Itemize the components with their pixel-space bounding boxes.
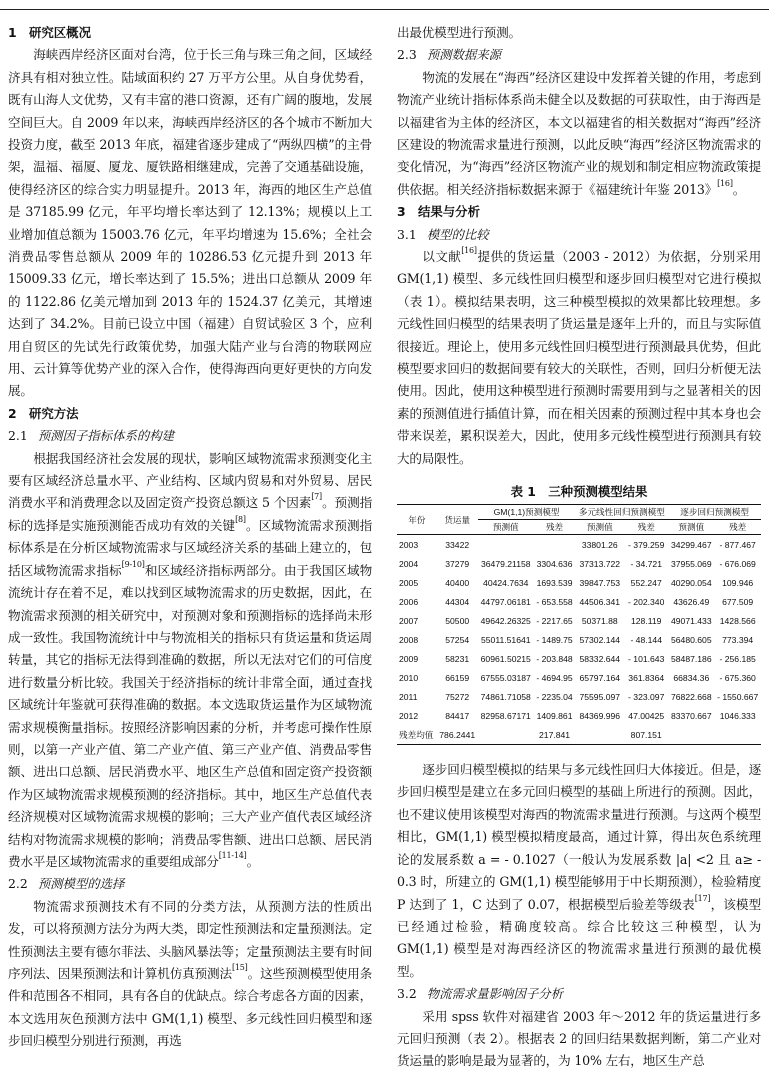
subsection-number: 3.2 [397, 986, 417, 1002]
table-cell: - 1489.75 [536, 634, 573, 645]
header-predicted: 预测值 [668, 520, 714, 535]
table-cell: 677.509 [722, 596, 754, 607]
table-row [397, 611, 761, 630]
text-run: 和区域经济指标两部分。由于我国区域物流统计存在着不足，难以找到区域物流需求的历史数据，因此，在物流需求预测的相关研究中，对预测对象和预测指标的选择尚未形成一致性。我国物流统计中与物流相关的指标只有货运量和货运周转量，其它的指标无法得到准确的数据，所以无法对它们的可信度进行数量分析比较。我国关于经济指标的统计非常全面，通过查找区域统计年鉴就可获得准确的数据。本文选取货运量作为区域物流需求规模衡量指标。按照经济影响因素的分析，并考虑可操作性原则，以第一产业产值、第二产业产值、第三产业产值、消费品零售额、进出口总额、居民消费水平、地区生产总值和固定资产投资额作为区域物流需求规模预测的经济指标。其中，地区生产总值代表经济规模对区域物流需求规模的影响；三大产业产值代表区域经济结构对物流需求规模的影响；消费品零售额、进出口总额、居民消费水平是区域物流需求的重要组成部分 [8, 562, 373, 869]
subsection-title: 物流需求量影响因子分析 [426, 986, 564, 1002]
table-row [397, 706, 761, 725]
table-cell: 552.247 [630, 577, 662, 588]
table-cell: 2012 [399, 710, 419, 721]
table-cell: 40290.054 [670, 577, 712, 588]
table-cell: - 202.340 [628, 596, 665, 607]
text-run: 根据我国经济社会发展的现状，影响区域物流需求预测变化主要有区域经济总量水平、产业结构、区域内贸易和对外贸易、居民消费水平和消费理念以及固定资产投资总额这 5 个因素 [8, 450, 372, 511]
table-cell: 44304 [445, 596, 470, 607]
section-heading-2: 2 研究方法 [8, 405, 79, 421]
table-cell: - 323.097 [628, 691, 665, 702]
subsection-title: 预测模型的选择 [37, 876, 125, 892]
table-cell: 2003 [399, 539, 419, 550]
table-cell: 49642.26325 [480, 615, 531, 626]
subsection-heading-2-1 [8, 425, 372, 447]
citation: [7] [311, 492, 322, 502]
paragraph-model-comparison [397, 246, 761, 470]
page-header-rule [0, 0, 769, 10]
table-cell: 2009 [399, 653, 419, 664]
table-cell: - 675.360 [719, 672, 756, 683]
paragraph-model-selection [8, 896, 372, 1053]
subsection-heading-3-1 [397, 224, 761, 246]
table-cell [478, 725, 534, 745]
header-gm-model: GM(1,1)预测模型 [478, 505, 576, 520]
table-cell: 58487.186 [670, 653, 712, 664]
table-row [397, 592, 761, 611]
table-cell [534, 535, 576, 555]
header-year: 年份 [397, 505, 437, 535]
table-cell: 76822.668 [670, 691, 712, 702]
header-freight: 货运量 [437, 505, 478, 535]
table-cell: 74861.71058 [480, 691, 531, 702]
text-run: 。 [246, 853, 260, 869]
table-cell: - 203.848 [536, 653, 573, 664]
right-column [397, 22, 761, 1073]
table-cell: 44506.341 [579, 596, 621, 607]
text-run: 。这些预测模型使用条件和范围各不相同，具有各自的优缺点。综合考虑各方面的因素，本文选用灰色预测方法中 GM(1,1) 模型、多元线性回归模型和逐步回归模型分别进行预测，再选 [8, 966, 372, 1049]
subsection-number: 2.1 [8, 428, 28, 444]
table-cell [714, 725, 761, 745]
table-cell: 50500 [445, 615, 470, 626]
table-cell: 47.00425 [628, 710, 665, 721]
table-cell: 40424.7634 [483, 577, 529, 588]
header-residual: 残差 [624, 520, 668, 535]
text-run: 。预测指标的选择是实施预测能否成功有效的关键 [8, 495, 373, 533]
table-cell: 58332.644 [579, 653, 621, 664]
text-run: 以文献 [422, 249, 462, 265]
table-cell: - 4694.95 [536, 672, 573, 683]
table-cell: 56480.605 [670, 634, 712, 645]
table-cell: 84369.996 [579, 710, 621, 721]
table-cell [575, 725, 624, 745]
citation: [9-10] [121, 559, 145, 569]
table-cell: 37313.722 [579, 558, 621, 569]
subsection-number: 3.1 [397, 226, 417, 242]
table-cell: 33801.26 [581, 539, 618, 550]
text-run: 。区域物流需求预测指标体系是在分析区域物流需求与区域经济关系的基础上建立的，包括区域物流需求指标 [8, 517, 372, 578]
table-cell: - 653.558 [536, 596, 573, 607]
table-cell: - 34.721 [630, 558, 662, 569]
table-cell: 1428.566 [719, 615, 756, 626]
header-predicted: 预测值 [478, 520, 534, 535]
paragraph-data-source [397, 67, 761, 201]
table-cell: 2004 [399, 558, 419, 569]
table-cell: 75595.097 [579, 691, 621, 702]
text-run: 物流需求预测技术有不同的分类方法，从预测方法的性质出发，可以将预测方法分为两大类，即定性预测法和定量预测法。定性预测法主要有德尔菲法、头脑风暴法等；定量预测法主要有时间序列法、因果预测法和计算机仿真预测法 [8, 898, 372, 981]
table-cell: 82958.67171 [480, 710, 531, 721]
table-cell: 84417 [445, 710, 470, 721]
subsection-heading-2-3 [397, 44, 761, 66]
text-run: 物流的发展在“海西”经济区建设中发挥着关键的作用，考虑到物流产业统计指标体系尚未健全以及数据的可获取性，由于海西是以福建省为主体的经济区，本文以福建省的相关数据对“海西”经济区建设的物流需求量进行预测，以此反映“海西”经济区物流需求的变化情况，为“海西”经济区物流产业的规划和制定相应物流政策提供依据。相关经济指标数据来源于《福建统计年鉴 2013》 [397, 69, 761, 197]
table-row [397, 668, 761, 687]
paragraph-factor-analysis: 采用 spss 软件对福建省 2003 年～2012 年的货运量进行多元回归预测（表 2）。根据表 2 的回归结果数据判断，第二产业对货运量的影响是最为显著的，为 10% 左右，地区生产总 [397, 1008, 761, 1069]
table-cell: 1046.333 [719, 710, 756, 721]
table-row [397, 535, 761, 555]
citation: [16] [717, 178, 733, 188]
table-cell: 43626.49 [673, 596, 710, 607]
subsection-heading-2-2 [8, 873, 372, 895]
left-column [8, 22, 372, 1053]
header-residual: 残差 [534, 520, 576, 535]
citation: [8] [235, 514, 246, 524]
table-cell: - 101.643 [628, 653, 665, 664]
table-cell: - 676.069 [719, 558, 756, 569]
section-heading-3: 3 结果与分析 [397, 204, 480, 220]
table-cell: 50371.88 [581, 615, 618, 626]
table-cell: 2011 [399, 691, 418, 702]
table-cell: 36479.21158 [480, 558, 531, 569]
table-cell: - 256.185 [719, 653, 756, 664]
citation: [16] [461, 246, 477, 256]
table-cell: 67555.03187 [480, 672, 531, 683]
table-cell: 773.394 [722, 634, 754, 645]
table-cell: 109.946 [722, 577, 754, 588]
table-cell: 40400 [445, 577, 470, 588]
table-cell: 807.151 [624, 725, 668, 745]
table-cell: 57302.144 [579, 634, 621, 645]
table-cell: - 2235.04 [536, 691, 573, 702]
citation: [15] [231, 963, 248, 972]
header-predicted: 预测值 [575, 520, 624, 535]
table-row [397, 725, 761, 745]
subsection-title: 模型的比较 [426, 226, 489, 242]
table-cell: 57254 [445, 634, 470, 645]
table-cell: 75272 [445, 691, 470, 702]
paragraph-continued: 出最优模型进行预测。 [397, 25, 521, 40]
table-cell: 34299.467 [670, 539, 712, 550]
table-cell: 2010 [399, 672, 419, 683]
table-cell [668, 725, 714, 745]
header-stepwise-model: 逐步回归预测模型 [668, 505, 761, 520]
paragraph-stepwise-analysis [397, 759, 761, 983]
subsection-title: 预测数据来源 [426, 47, 502, 63]
table-cell: - 2217.65 [536, 615, 573, 626]
table-cell: - 877.467 [719, 539, 756, 550]
table-cell: 1693.539 [536, 577, 573, 588]
table-row [397, 630, 761, 649]
table-cell: - 48.144 [630, 634, 662, 645]
subsection-number: 2.3 [397, 47, 417, 63]
results-table [397, 504, 761, 745]
table-cell: 128.119 [631, 615, 662, 626]
table-cell: 55011.51641 [480, 634, 531, 645]
table-cell: 2007 [399, 615, 419, 626]
table-cell [478, 535, 534, 555]
table-cell: 217.841 [534, 725, 576, 745]
table-cell: 2008 [399, 634, 419, 645]
table-cell: 33422 [445, 539, 470, 550]
table-row [397, 554, 761, 573]
table-cell: 3304.636 [536, 558, 573, 569]
citation: [11-14] [218, 850, 247, 860]
text-run: 提供的货运量（2003 - 2012）为依据，分别采用 GM(1,1) 模型、多元线性回归模型和逐步回归模型对它进行模拟（表 1）。模拟结果表明，这三种模型模拟的效果都比较理想。多元线性回归模型的结果表明了货运量是逐年上升的，而且与实际值很接近。理论上，使用多元线性回归模型进行预测最具优势，但此模型要求回归的数据间要有较大的关联性，否则，回归分析便无法使用。因此，使用这种模型进行预测时需要用到与之显著相关的因素的预测值进行插值计算，而在相关因素的预测过程中其本身也会带来误差，累积误差大，因此，使用多元线性模型进行预测具有较大的局限性。 [397, 249, 761, 466]
header-residual: 残差 [714, 520, 761, 535]
paragraph-study-area: 海峡西岸经济区面对台湾，位于长三角与珠三角之间，区域经济具有相对独立性。陆域面积约 27 万平方公里。从自身优势看，既有山海人文优势，又有丰富的港口资源，还有广阔的腹地，发展空间巨大。自 2009 年以来，海峡西岸经济区的各个城市不断加大投资力度，截至 2013 年底，福建省逐步建成了“两纵四横”的主骨架，温福、福厦、厦龙、厦铁路相继建成，完善了交通基础设施，使得经济区的综合实力明显提升。2013 年，海西的地区生产总值是 37185.99 亿元，年平均增长率达到了 12.13%；规模以上工业增加值总额为 15003.76 亿元，年平均增速为 15.6%；全社会消费品零售总额从 2009 年的 10286.53 亿元提升到 2013 年 15009.33 亿元，增长率达到了 15.5%；进出口总额从 2009 年的 1122.86 亿美元增加到 2013 年的 1524.37 亿美元，其增速达到了 34.2%。目前已设立中国（福建）自贸试验区 3 个，应利用自贸区的先试先行政策优势，加强大陆产业与台湾的物联网应用、云计算等优势产业的深入合作，使得海西向更好更快的方向发展。 [8, 47, 372, 399]
subsection-number: 2.2 [8, 876, 28, 892]
section-heading-1: 1 研究区概况 [8, 25, 91, 40]
table-cell: 66834.36 [673, 672, 710, 683]
header-mlr-model: 多元线性回归预测模型 [575, 505, 668, 520]
citation: [17] [694, 893, 711, 903]
table-cell: 2006 [399, 596, 419, 607]
table-row [397, 573, 761, 592]
table-cell: 66159 [445, 672, 470, 683]
table-cell: 65797.164 [579, 672, 621, 683]
table-cell: 44797.06181 [480, 596, 531, 607]
table-cell: 361.8364 [628, 672, 665, 683]
table-row [397, 687, 761, 706]
table-cell: 残差均值 [397, 725, 437, 745]
table-cell: 786.2441 [437, 725, 478, 745]
table-cell: 49071.433 [670, 615, 712, 626]
table-cell: 39847.753 [579, 577, 621, 588]
subsection-title: 预测因子指标体系的构建 [37, 428, 175, 444]
table-row [397, 649, 761, 668]
table-cell: 37279 [445, 558, 470, 569]
table-cell: - 379.259 [628, 539, 665, 550]
table-title: 表 1 三种预测模型结果 [510, 484, 648, 500]
table-cell: 83370.667 [670, 710, 712, 721]
table-cell: 58231 [445, 653, 470, 664]
text-run: ，该模型已经通过检验，精确度较高。综合比较这三种模型，认为 GM(1,1) 模型是对海西经济区的物流需求量进行预测的最优模型。 [397, 896, 761, 979]
text-run: 逐步回归模型模拟的结果与多元线性回归大体接近。但是，逐步回归模型是建立在多元回归模型的基础上所进行的预测。因此，也不建议使用该模型对海西的物流需求量进行预测。与这两个模型相比，GM(1,1) 模型模拟精度最高，通过计算，得出灰色系统理论的发展系数 a = - 0.1027（一般认为发展系数 |a| <2 且 a≥ - 0.3 时，所建立的 GM(1,1) 模型能够用于中长期预测），检验精度 P 达到了 1，C 达到了 0.07，根据模型后验差等级表 [397, 762, 761, 912]
table-cell: 2005 [399, 577, 419, 588]
paragraph-indicator-system [8, 448, 372, 874]
table-cell: 1409.861 [536, 710, 573, 721]
text-run: 。 [732, 181, 746, 197]
table-1 [397, 480, 761, 745]
table-cell: 60961.50215 [480, 653, 531, 664]
table-cell: 37955.069 [670, 558, 712, 569]
table-cell: - 1550.667 [717, 691, 759, 702]
subsection-heading-3-2 [397, 983, 761, 1005]
